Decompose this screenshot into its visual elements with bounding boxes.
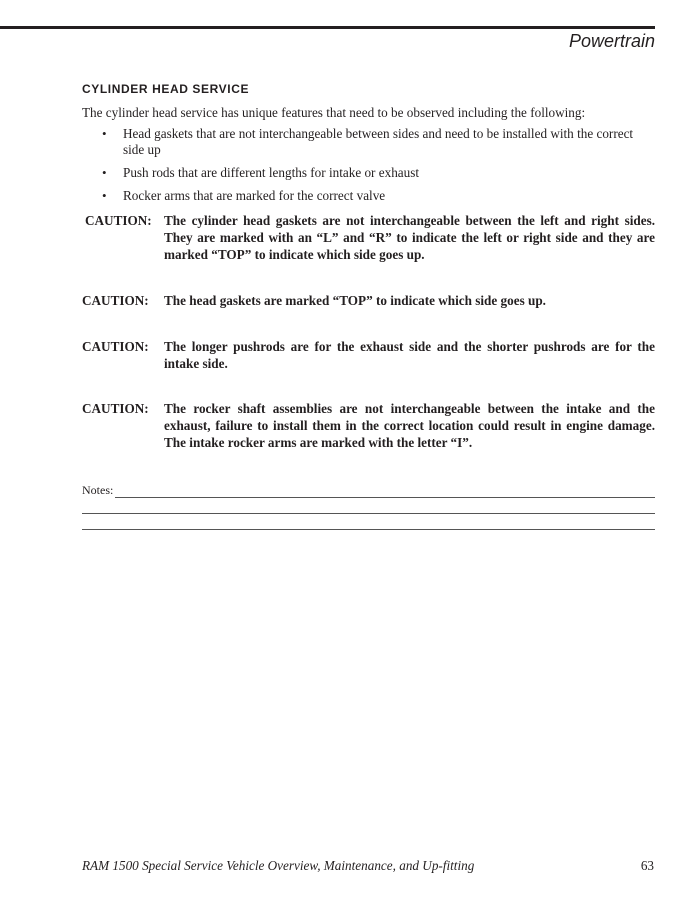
caution-block [82,400,655,451]
list-item-text: Head gaskets that are not interchangeable between sides and need to be installed with the correct side up [123,126,634,157]
header-rule [0,26,655,29]
caution-text: The rocker shaft assemblies are not interchangeable between the intake and the exhaust, failure to install them in the correct location could result in engine damage. The intake rocker arms are marked with the letter “I”. [164,401,655,450]
notes-line [115,485,655,498]
caution-text: The cylinder head gaskets are not interchangeable between the left and right sides. They are marked with an “L” and “R” to indicate the left or right side and they are marked “TOP” to indicate which side goes up. [164,213,655,262]
list-item-text: Push rods that are different lengths for intake or exhaust [123,165,420,180]
page-header-title: Powertrain [568,31,655,51]
caution-label: CAUTION: [82,339,149,354]
list-item-text: Rocker arms that are marked for the correct valve [123,188,386,203]
page-number: 63 [640,858,654,873]
bullet-icon: • [102,126,107,141]
footer-title: RAM 1500 Special Service Vehicle Overview, Maintenance, and Up-fitting [82,858,475,873]
caution-text: The longer pushrods are for the exhaust side and the shorter pushrods are for the intake side. [164,339,655,371]
feature-list [82,126,654,211]
notes-line [82,514,655,530]
list-item [82,188,654,204]
list-item [82,165,654,181]
notes-line [82,498,655,514]
notes-label: Notes: [82,483,114,497]
list-item [82,126,654,158]
notes-section [82,482,655,530]
caution-text: The head gaskets are marked “TOP” to indicate which side goes up. [164,293,546,308]
bullet-icon: • [102,188,107,203]
caution-label: CAUTION: [82,293,149,308]
bullet-icon: • [102,165,107,180]
caution-block [82,338,655,372]
caution-block [82,292,655,309]
caution-label: CAUTION: [85,213,152,228]
caution-block [82,212,655,263]
intro-paragraph: The cylinder head service has unique features that need to be observed including the following: [82,105,586,120]
caution-label: CAUTION: [82,401,149,416]
section-heading: CYLINDER HEAD SERVICE [82,82,250,96]
